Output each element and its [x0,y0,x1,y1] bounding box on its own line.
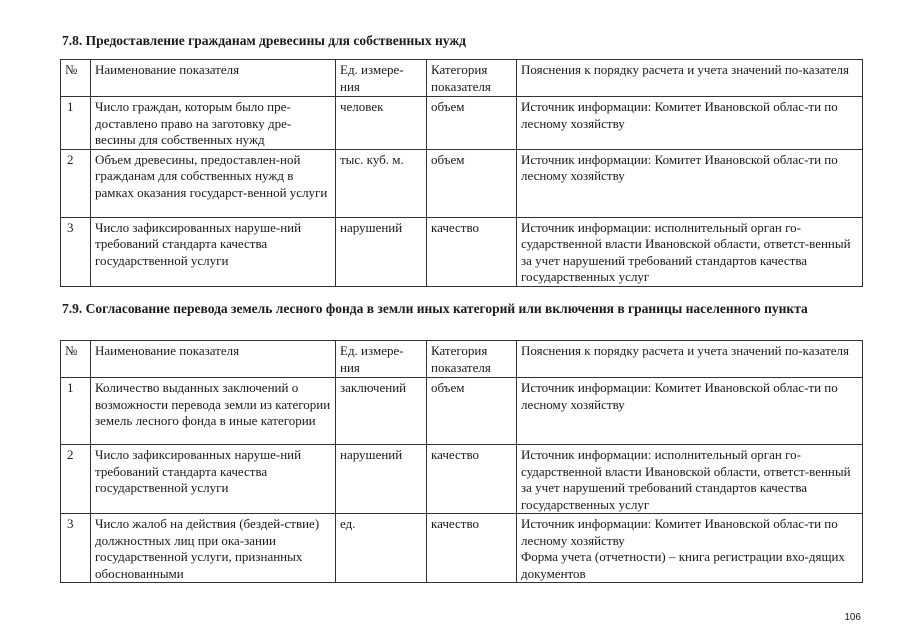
header-notes: Пояснения к порядку расчета и учета значений по-казателя [517,341,863,378]
header-name: Наименование показателя [91,60,336,97]
row-category: качество [427,217,517,286]
table-row [61,149,863,217]
row-notes-form: Форма учета (отчетности) – книга регистрации вхо-дящих документов [521,549,845,581]
row-notes: Источник информации: исполнительный орган го-сударственной власти Ивановской области, ответст-венный за учет нарушений требований стандартов качества государственных услуг [517,217,863,286]
row-notes-source: Источник информации: Комитет Ивановской облас-ти по лесному хозяйству [521,516,838,548]
row-name: Число зафиксированных наруше-ний требований стандарта качества государственной услуги [91,217,336,286]
header-num: № [61,60,91,97]
header-num: № [61,341,91,378]
row-name: Объем древесины, предоставлен-ной гражданам для собственных нужд в рамках оказания государст-венной услуги [91,149,336,217]
header-notes: Пояснения к порядку расчета и учета значений по-казателя [517,60,863,97]
row-notes: Источник информации: Комитет Ивановской облас-ти по лесному хозяйству [517,97,863,150]
row-name: Число зафиксированных наруше-ний требований стандарта качества государственной услуги [91,445,336,514]
row-name: Число жалоб на действия (бездей-ствие) должностных лиц при ока-зании государственной услуги, признанных обоснованными [91,514,336,583]
section-title-7-9: 7.9. Согласование перевода земель лесного фонда в земли иных категорий или включения в границы населенного пункта [62,301,808,316]
table-row [61,445,863,514]
table-row [61,378,863,445]
row-num: 2 [61,149,91,217]
row-category: объем [427,97,517,150]
header-unit: Ед. измере-ния [336,60,427,97]
row-name: Количество выданных заключений о возможности перевода земли из категории земель лесного фонда в иные категории [91,378,336,445]
header-name: Наименование показателя [91,341,336,378]
row-num: 1 [61,378,91,445]
row-notes [517,514,863,583]
row-notes: Источник информации: Комитет Ивановской облас-ти по лесному хозяйству [517,378,863,445]
row-unit: нарушений [336,445,427,514]
table-row [61,217,863,286]
row-num: 2 [61,445,91,514]
row-unit: тыс. куб. м. [336,149,427,217]
indicators-table-7-9 [60,340,863,583]
table-header-row [61,60,863,97]
row-name: Число граждан, которым было пре-доставлено право на заготовку дре-весины для собственных нужд [91,97,336,150]
row-unit: нарушений [336,217,427,286]
row-num: 3 [61,217,91,286]
row-unit: ед. [336,514,427,583]
section-title-7-8: 7.8. Предоставление гражданам древесины для собственных нужд [62,33,466,48]
row-unit: заключений [336,378,427,445]
table-row [61,514,863,583]
table-row [61,97,863,150]
row-category: объем [427,149,517,217]
row-category: качество [427,514,517,583]
header-category: Категория показателя [427,341,517,378]
row-unit: человек [336,97,427,150]
row-notes: Источник информации: исполнительный орган го-сударственной власти Ивановской области, ответст-венный за учет нарушений требований стандартов качества государственных услуг [517,445,863,514]
row-category: объем [427,378,517,445]
table-header-row [61,341,863,378]
row-num: 1 [61,97,91,150]
indicators-table-7-8 [60,59,863,287]
page-number: 106 [844,612,861,623]
row-num: 3 [61,514,91,583]
row-notes: Источник информации: Комитет Ивановской облас-ти по лесному хозяйству [517,149,863,217]
row-category: качество [427,445,517,514]
header-category: Категория показателя [427,60,517,97]
header-unit: Ед. измере-ния [336,341,427,378]
